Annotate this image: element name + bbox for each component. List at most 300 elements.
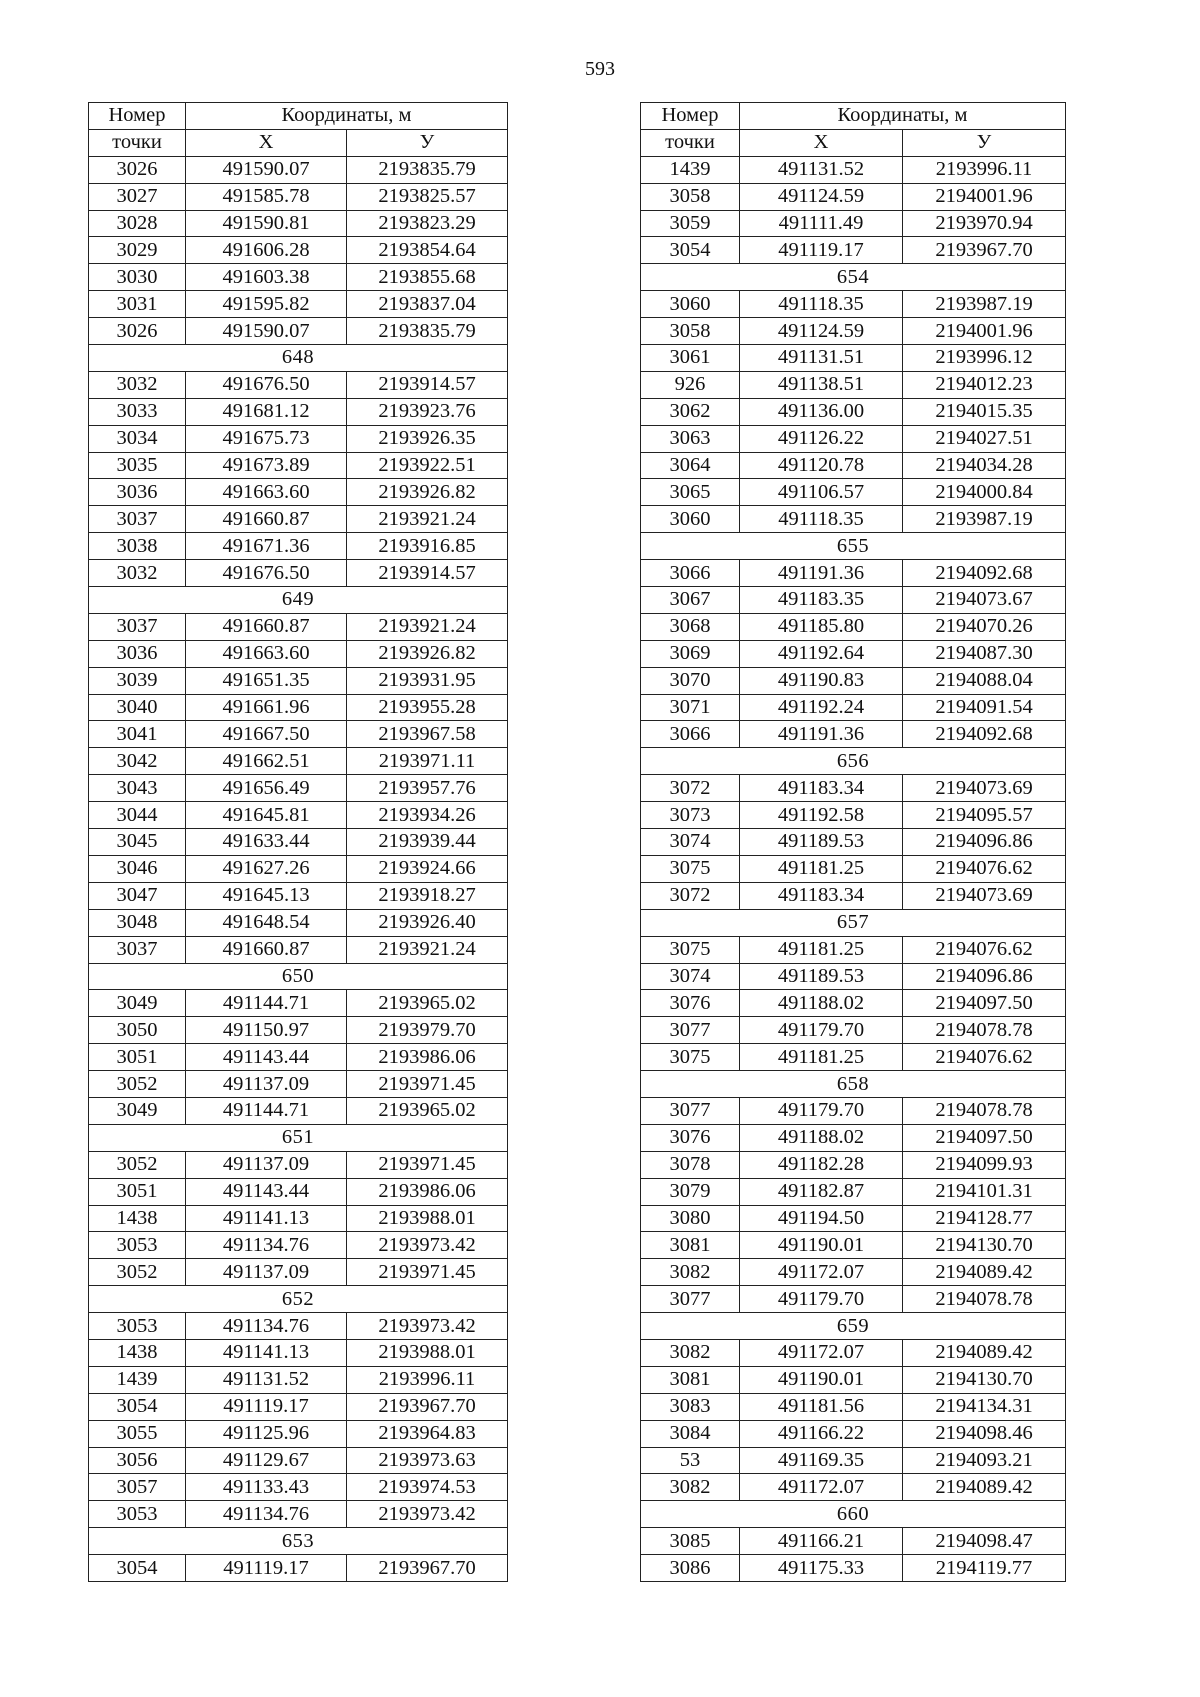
y-coordinate-cell: 2193924.66 — [347, 855, 508, 882]
y-coordinate-cell: 2193921.24 — [347, 613, 508, 640]
group-header-row — [89, 963, 508, 990]
y-coordinate-cell: 2194097.50 — [903, 990, 1066, 1017]
table-row — [89, 1447, 508, 1474]
point-number-cell: 3081 — [641, 1366, 740, 1393]
table-row — [89, 882, 508, 909]
y-coordinate-cell: 2193973.42 — [347, 1313, 508, 1340]
x-coordinate-cell: 491129.67 — [186, 1447, 347, 1474]
x-coordinate-cell: 491188.02 — [740, 1124, 903, 1151]
x-coordinate-cell: 491190.01 — [740, 1366, 903, 1393]
table-row — [89, 775, 508, 802]
x-coordinate-cell: 491134.76 — [186, 1501, 347, 1528]
x-coordinate-cell: 491143.44 — [186, 1044, 347, 1071]
y-coordinate-cell: 2193970.94 — [903, 210, 1066, 237]
point-number-cell: 1439 — [641, 156, 740, 183]
point-number-cell: 3076 — [641, 1124, 740, 1151]
x-coordinate-cell: 491119.17 — [186, 1393, 347, 1420]
point-number-cell: 3054 — [89, 1393, 186, 1420]
table-row — [641, 1017, 1066, 1044]
point-number-cell: 3065 — [641, 479, 740, 506]
x-coordinate-cell: 491182.87 — [740, 1178, 903, 1205]
group-number: 658 — [641, 1071, 1066, 1098]
point-number-cell: 3072 — [641, 882, 740, 909]
point-number-cell: 1438 — [89, 1339, 186, 1366]
point-number-cell: 3044 — [89, 802, 186, 829]
y-coordinate-cell: 2194096.86 — [903, 963, 1066, 990]
x-coordinate-cell: 491673.89 — [186, 452, 347, 479]
table-row — [89, 855, 508, 882]
point-number-cell: 3029 — [89, 237, 186, 264]
table-row — [641, 721, 1066, 748]
table-row — [641, 452, 1066, 479]
y-coordinate-cell: 2194000.84 — [903, 479, 1066, 506]
x-coordinate-cell: 491118.35 — [740, 506, 903, 533]
y-coordinate-cell: 2194089.42 — [903, 1339, 1066, 1366]
point-number-cell: 3061 — [641, 345, 740, 372]
table-row — [641, 479, 1066, 506]
point-number-cell: 3082 — [641, 1339, 740, 1366]
x-coordinate-cell: 491144.71 — [186, 1097, 347, 1124]
point-number-cell: 3082 — [641, 1259, 740, 1286]
x-coordinate-cell: 491662.51 — [186, 748, 347, 775]
group-header-row — [89, 587, 508, 614]
point-number-cell: 3086 — [641, 1555, 740, 1582]
table-row — [641, 1420, 1066, 1447]
table-row — [89, 371, 508, 398]
point-number-cell: 3026 — [89, 318, 186, 345]
table-row — [89, 533, 508, 560]
x-coordinate-cell: 491179.70 — [740, 1286, 903, 1313]
y-coordinate-cell: 2194073.69 — [903, 775, 1066, 802]
point-number-cell: 3040 — [89, 694, 186, 721]
y-coordinate-cell: 2194073.67 — [903, 587, 1066, 614]
point-number-cell: 3077 — [641, 1286, 740, 1313]
y-coordinate-cell: 2193918.27 — [347, 882, 508, 909]
table-row — [641, 1178, 1066, 1205]
point-number-cell: 3038 — [89, 533, 186, 560]
table-row — [641, 640, 1066, 667]
y-coordinate-cell: 2193855.68 — [347, 264, 508, 291]
point-number-cell: 3037 — [89, 613, 186, 640]
header-point-number-line1: Номер — [89, 103, 186, 130]
x-coordinate-cell: 491141.13 — [186, 1205, 347, 1232]
table-row — [641, 371, 1066, 398]
table-row — [89, 1017, 508, 1044]
x-coordinate-cell: 491189.53 — [740, 963, 903, 990]
x-coordinate-cell: 491663.60 — [186, 640, 347, 667]
point-number-cell: 3083 — [641, 1393, 740, 1420]
table-row — [89, 694, 508, 721]
table-row — [641, 882, 1066, 909]
y-coordinate-cell: 2193988.01 — [347, 1205, 508, 1232]
x-coordinate-cell: 491676.50 — [186, 560, 347, 587]
group-number: 649 — [89, 587, 508, 614]
y-coordinate-cell: 2193996.11 — [903, 156, 1066, 183]
table-row — [641, 963, 1066, 990]
x-coordinate-cell: 491681.12 — [186, 398, 347, 425]
page-number: 593 — [585, 58, 615, 80]
group-header-row — [89, 1528, 508, 1555]
x-coordinate-cell: 491144.71 — [186, 990, 347, 1017]
y-coordinate-cell: 2193971.11 — [347, 748, 508, 775]
group-header-row — [641, 748, 1066, 775]
header-x: X — [186, 129, 347, 156]
x-coordinate-cell: 491651.35 — [186, 667, 347, 694]
point-number-cell: 3060 — [641, 291, 740, 318]
x-coordinate-cell: 491595.82 — [186, 291, 347, 318]
table-row — [89, 829, 508, 856]
y-coordinate-cell: 2193986.06 — [347, 1044, 508, 1071]
table-row — [89, 452, 508, 479]
group-number: 660 — [641, 1501, 1066, 1528]
group-number: 648 — [89, 345, 508, 372]
y-coordinate-cell: 2193996.11 — [347, 1366, 508, 1393]
y-coordinate-cell: 2193967.70 — [903, 237, 1066, 264]
point-number-cell: 3067 — [641, 587, 740, 614]
table-row — [89, 802, 508, 829]
x-coordinate-cell: 491119.17 — [740, 237, 903, 264]
y-coordinate-cell: 2193926.82 — [347, 640, 508, 667]
y-coordinate-cell: 2194130.70 — [903, 1366, 1066, 1393]
point-number-cell: 3074 — [641, 963, 740, 990]
point-number-cell: 3036 — [89, 479, 186, 506]
x-coordinate-cell: 491191.36 — [740, 721, 903, 748]
y-coordinate-cell: 2194092.68 — [903, 721, 1066, 748]
table-row — [89, 1178, 508, 1205]
y-coordinate-cell: 2194093.21 — [903, 1447, 1066, 1474]
point-number-cell: 1439 — [89, 1366, 186, 1393]
y-coordinate-cell: 2193971.45 — [347, 1071, 508, 1098]
x-coordinate-cell: 491181.25 — [740, 855, 903, 882]
x-coordinate-cell: 491166.21 — [740, 1528, 903, 1555]
point-number-cell: 3085 — [641, 1528, 740, 1555]
table-row — [641, 1555, 1066, 1582]
point-number-cell: 3041 — [89, 721, 186, 748]
point-number-cell: 3052 — [89, 1259, 186, 1286]
x-coordinate-cell: 491119.17 — [186, 1555, 347, 1582]
table-row — [89, 264, 508, 291]
point-number-cell: 3050 — [89, 1017, 186, 1044]
x-coordinate-cell: 491192.64 — [740, 640, 903, 667]
y-coordinate-cell: 2194092.68 — [903, 560, 1066, 587]
x-coordinate-cell: 491181.56 — [740, 1393, 903, 1420]
table-row — [89, 721, 508, 748]
y-coordinate-cell: 2194089.42 — [903, 1474, 1066, 1501]
y-coordinate-cell: 2194099.93 — [903, 1151, 1066, 1178]
table-row — [89, 1339, 508, 1366]
table-row — [89, 210, 508, 237]
table-row — [89, 1097, 508, 1124]
point-number-cell: 3082 — [641, 1474, 740, 1501]
point-number-cell: 3032 — [89, 560, 186, 587]
y-coordinate-cell: 2193914.57 — [347, 560, 508, 587]
y-coordinate-cell: 2194098.47 — [903, 1528, 1066, 1555]
point-number-cell: 3060 — [641, 506, 740, 533]
y-coordinate-cell: 2193987.19 — [903, 506, 1066, 533]
x-coordinate-cell: 491656.49 — [186, 775, 347, 802]
point-number-cell: 3035 — [89, 452, 186, 479]
x-coordinate-cell: 491190.83 — [740, 667, 903, 694]
table-row — [641, 398, 1066, 425]
table-row — [89, 291, 508, 318]
point-number-cell: 3055 — [89, 1420, 186, 1447]
point-number-cell: 53 — [641, 1447, 740, 1474]
table-row — [641, 1286, 1066, 1313]
header-x: X — [740, 129, 903, 156]
x-coordinate-cell: 491175.33 — [740, 1555, 903, 1582]
table-row — [641, 210, 1066, 237]
y-coordinate-cell: 2193986.06 — [347, 1178, 508, 1205]
table-row — [641, 291, 1066, 318]
y-coordinate-cell: 2194097.50 — [903, 1124, 1066, 1151]
group-number: 650 — [89, 963, 508, 990]
table-row — [89, 613, 508, 640]
point-number-cell: 3026 — [89, 156, 186, 183]
x-coordinate-cell: 491131.52 — [740, 156, 903, 183]
x-coordinate-cell: 491192.24 — [740, 694, 903, 721]
header-coordinates: Координаты, м — [186, 103, 508, 130]
point-number-cell: 1438 — [89, 1205, 186, 1232]
group-number: 652 — [89, 1286, 508, 1313]
table-row — [641, 587, 1066, 614]
y-coordinate-cell: 2193973.42 — [347, 1232, 508, 1259]
x-coordinate-cell: 491189.53 — [740, 829, 903, 856]
y-coordinate-cell: 2193823.29 — [347, 210, 508, 237]
y-coordinate-cell: 2194119.77 — [903, 1555, 1066, 1582]
table-row — [641, 1474, 1066, 1501]
table-row — [89, 1232, 508, 1259]
table-row — [89, 1555, 508, 1582]
point-number-cell: 926 — [641, 371, 740, 398]
point-number-cell: 3053 — [89, 1313, 186, 1340]
x-coordinate-cell: 491660.87 — [186, 506, 347, 533]
y-coordinate-cell: 2194130.70 — [903, 1232, 1066, 1259]
table-row — [641, 855, 1066, 882]
x-coordinate-cell: 491627.26 — [186, 855, 347, 882]
x-coordinate-cell: 491660.87 — [186, 613, 347, 640]
y-coordinate-cell: 2194076.62 — [903, 1044, 1066, 1071]
table-row — [89, 1071, 508, 1098]
point-number-cell: 3054 — [641, 237, 740, 264]
table-row — [89, 1366, 508, 1393]
point-number-cell: 3039 — [89, 667, 186, 694]
group-number: 653 — [89, 1528, 508, 1555]
y-coordinate-cell: 2194078.78 — [903, 1097, 1066, 1124]
point-number-cell: 3066 — [641, 721, 740, 748]
x-coordinate-cell: 491183.35 — [740, 587, 903, 614]
point-number-cell: 3075 — [641, 936, 740, 963]
x-coordinate-cell: 491118.35 — [740, 291, 903, 318]
table-row — [641, 1528, 1066, 1555]
table-row — [89, 1313, 508, 1340]
x-coordinate-cell: 491606.28 — [186, 237, 347, 264]
y-coordinate-cell: 2193926.35 — [347, 425, 508, 452]
point-number-cell: 3047 — [89, 882, 186, 909]
y-coordinate-cell: 2193922.51 — [347, 452, 508, 479]
table-row — [641, 936, 1066, 963]
x-coordinate-cell: 491590.07 — [186, 318, 347, 345]
x-coordinate-cell: 491172.07 — [740, 1474, 903, 1501]
group-header-row — [89, 1286, 508, 1313]
point-number-cell: 3074 — [641, 829, 740, 856]
y-coordinate-cell: 2193967.70 — [347, 1393, 508, 1420]
point-number-cell: 3037 — [89, 936, 186, 963]
table-row — [89, 318, 508, 345]
y-coordinate-cell: 2194076.62 — [903, 936, 1066, 963]
header-point-number-line1: Номер — [641, 103, 740, 130]
point-number-cell: 3028 — [89, 210, 186, 237]
y-coordinate-cell: 2194012.23 — [903, 371, 1066, 398]
y-coordinate-cell: 2194101.31 — [903, 1178, 1066, 1205]
point-number-cell: 3084 — [641, 1420, 740, 1447]
x-coordinate-cell: 491590.07 — [186, 156, 347, 183]
point-number-cell: 3030 — [89, 264, 186, 291]
table-row — [89, 237, 508, 264]
point-number-cell: 3080 — [641, 1205, 740, 1232]
point-number-cell: 3079 — [641, 1178, 740, 1205]
point-number-cell: 3063 — [641, 425, 740, 452]
x-coordinate-cell: 491183.34 — [740, 775, 903, 802]
table-row — [89, 560, 508, 587]
x-coordinate-cell: 491675.73 — [186, 425, 347, 452]
x-coordinate-cell: 491181.25 — [740, 1044, 903, 1071]
y-coordinate-cell: 2194096.86 — [903, 829, 1066, 856]
point-number-cell: 3066 — [641, 560, 740, 587]
point-number-cell: 3058 — [641, 183, 740, 210]
table-row — [641, 1044, 1066, 1071]
y-coordinate-cell: 2193926.40 — [347, 909, 508, 936]
point-number-cell: 3054 — [89, 1555, 186, 1582]
group-number: 654 — [641, 264, 1066, 291]
x-coordinate-cell: 491194.50 — [740, 1205, 903, 1232]
y-coordinate-cell: 2194134.31 — [903, 1393, 1066, 1420]
point-number-cell: 3053 — [89, 1501, 186, 1528]
table-row — [89, 1259, 508, 1286]
x-coordinate-cell: 491179.70 — [740, 1017, 903, 1044]
y-coordinate-cell: 2193916.85 — [347, 533, 508, 560]
x-coordinate-cell: 491590.81 — [186, 210, 347, 237]
point-number-cell: 3049 — [89, 990, 186, 1017]
point-number-cell: 3052 — [89, 1071, 186, 1098]
table-row — [89, 479, 508, 506]
x-coordinate-cell: 491125.96 — [186, 1420, 347, 1447]
x-coordinate-cell: 491182.28 — [740, 1151, 903, 1178]
point-number-cell: 3069 — [641, 640, 740, 667]
y-coordinate-cell: 2193923.76 — [347, 398, 508, 425]
y-coordinate-cell: 2193854.64 — [347, 237, 508, 264]
y-coordinate-cell: 2193931.95 — [347, 667, 508, 694]
x-coordinate-cell: 491663.60 — [186, 479, 347, 506]
y-coordinate-cell: 2193926.82 — [347, 479, 508, 506]
x-coordinate-cell: 491138.51 — [740, 371, 903, 398]
y-coordinate-cell: 2193921.24 — [347, 936, 508, 963]
x-coordinate-cell: 491603.38 — [186, 264, 347, 291]
group-header-row — [641, 533, 1066, 560]
y-coordinate-cell: 2193964.83 — [347, 1420, 508, 1447]
y-coordinate-cell: 2193957.76 — [347, 775, 508, 802]
y-coordinate-cell: 2193988.01 — [347, 1339, 508, 1366]
group-header-row — [641, 1313, 1066, 1340]
y-coordinate-cell: 2194089.42 — [903, 1259, 1066, 1286]
y-coordinate-cell: 2193939.44 — [347, 829, 508, 856]
y-coordinate-cell: 2193974.53 — [347, 1474, 508, 1501]
point-number-cell: 3073 — [641, 802, 740, 829]
x-coordinate-cell: 491667.50 — [186, 721, 347, 748]
table-row — [89, 990, 508, 1017]
y-coordinate-cell: 2193967.70 — [347, 1555, 508, 1582]
y-coordinate-cell: 2194073.69 — [903, 882, 1066, 909]
table-row — [89, 1420, 508, 1447]
x-coordinate-cell: 491136.00 — [740, 398, 903, 425]
y-coordinate-cell: 2194001.96 — [903, 318, 1066, 345]
x-coordinate-cell: 491126.22 — [740, 425, 903, 452]
y-coordinate-cell: 2193835.79 — [347, 156, 508, 183]
point-number-cell: 3045 — [89, 829, 186, 856]
table-row — [89, 1393, 508, 1420]
table-row — [641, 613, 1066, 640]
table-row — [89, 748, 508, 775]
table-row — [89, 1044, 508, 1071]
x-coordinate-cell: 491131.51 — [740, 345, 903, 372]
coordinates-table-left — [88, 102, 508, 1582]
table-row — [89, 936, 508, 963]
table-row — [89, 183, 508, 210]
table-row — [641, 1124, 1066, 1151]
table-row — [641, 156, 1066, 183]
header-point-number-line2: точки — [641, 129, 740, 156]
x-coordinate-cell: 491172.07 — [740, 1259, 903, 1286]
y-coordinate-cell: 2193971.45 — [347, 1259, 508, 1286]
group-header-row — [641, 1071, 1066, 1098]
y-coordinate-cell: 2194091.54 — [903, 694, 1066, 721]
y-coordinate-cell: 2194027.51 — [903, 425, 1066, 452]
x-coordinate-cell: 491134.76 — [186, 1313, 347, 1340]
table-row — [641, 425, 1066, 452]
x-coordinate-cell: 491633.44 — [186, 829, 347, 856]
x-coordinate-cell: 491137.09 — [186, 1071, 347, 1098]
point-number-cell: 3056 — [89, 1447, 186, 1474]
table-row — [641, 345, 1066, 372]
point-number-cell: 3027 — [89, 183, 186, 210]
x-coordinate-cell: 491671.36 — [186, 533, 347, 560]
table-row — [641, 667, 1066, 694]
x-coordinate-cell: 491179.70 — [740, 1097, 903, 1124]
x-coordinate-cell: 491169.35 — [740, 1447, 903, 1474]
point-number-cell: 3075 — [641, 1044, 740, 1071]
group-number: 659 — [641, 1313, 1066, 1340]
y-coordinate-cell: 2193837.04 — [347, 291, 508, 318]
y-coordinate-cell: 2193965.02 — [347, 1097, 508, 1124]
table-row — [641, 694, 1066, 721]
group-number: 656 — [641, 748, 1066, 775]
header-point-number-line2: точки — [89, 129, 186, 156]
table-row — [89, 398, 508, 425]
y-coordinate-cell: 2194070.26 — [903, 613, 1066, 640]
y-coordinate-cell: 2193973.63 — [347, 1447, 508, 1474]
y-coordinate-cell: 2194078.78 — [903, 1017, 1066, 1044]
group-number: 651 — [89, 1124, 508, 1151]
point-number-cell: 3076 — [641, 990, 740, 1017]
table-row — [89, 425, 508, 452]
point-number-cell: 3032 — [89, 371, 186, 398]
group-header-row — [641, 1501, 1066, 1528]
group-header-row — [641, 264, 1066, 291]
x-coordinate-cell: 491137.09 — [186, 1259, 347, 1286]
group-header-row — [89, 345, 508, 372]
y-coordinate-cell: 2194015.35 — [903, 398, 1066, 425]
table-row — [641, 237, 1066, 264]
y-coordinate-cell: 2194088.04 — [903, 667, 1066, 694]
